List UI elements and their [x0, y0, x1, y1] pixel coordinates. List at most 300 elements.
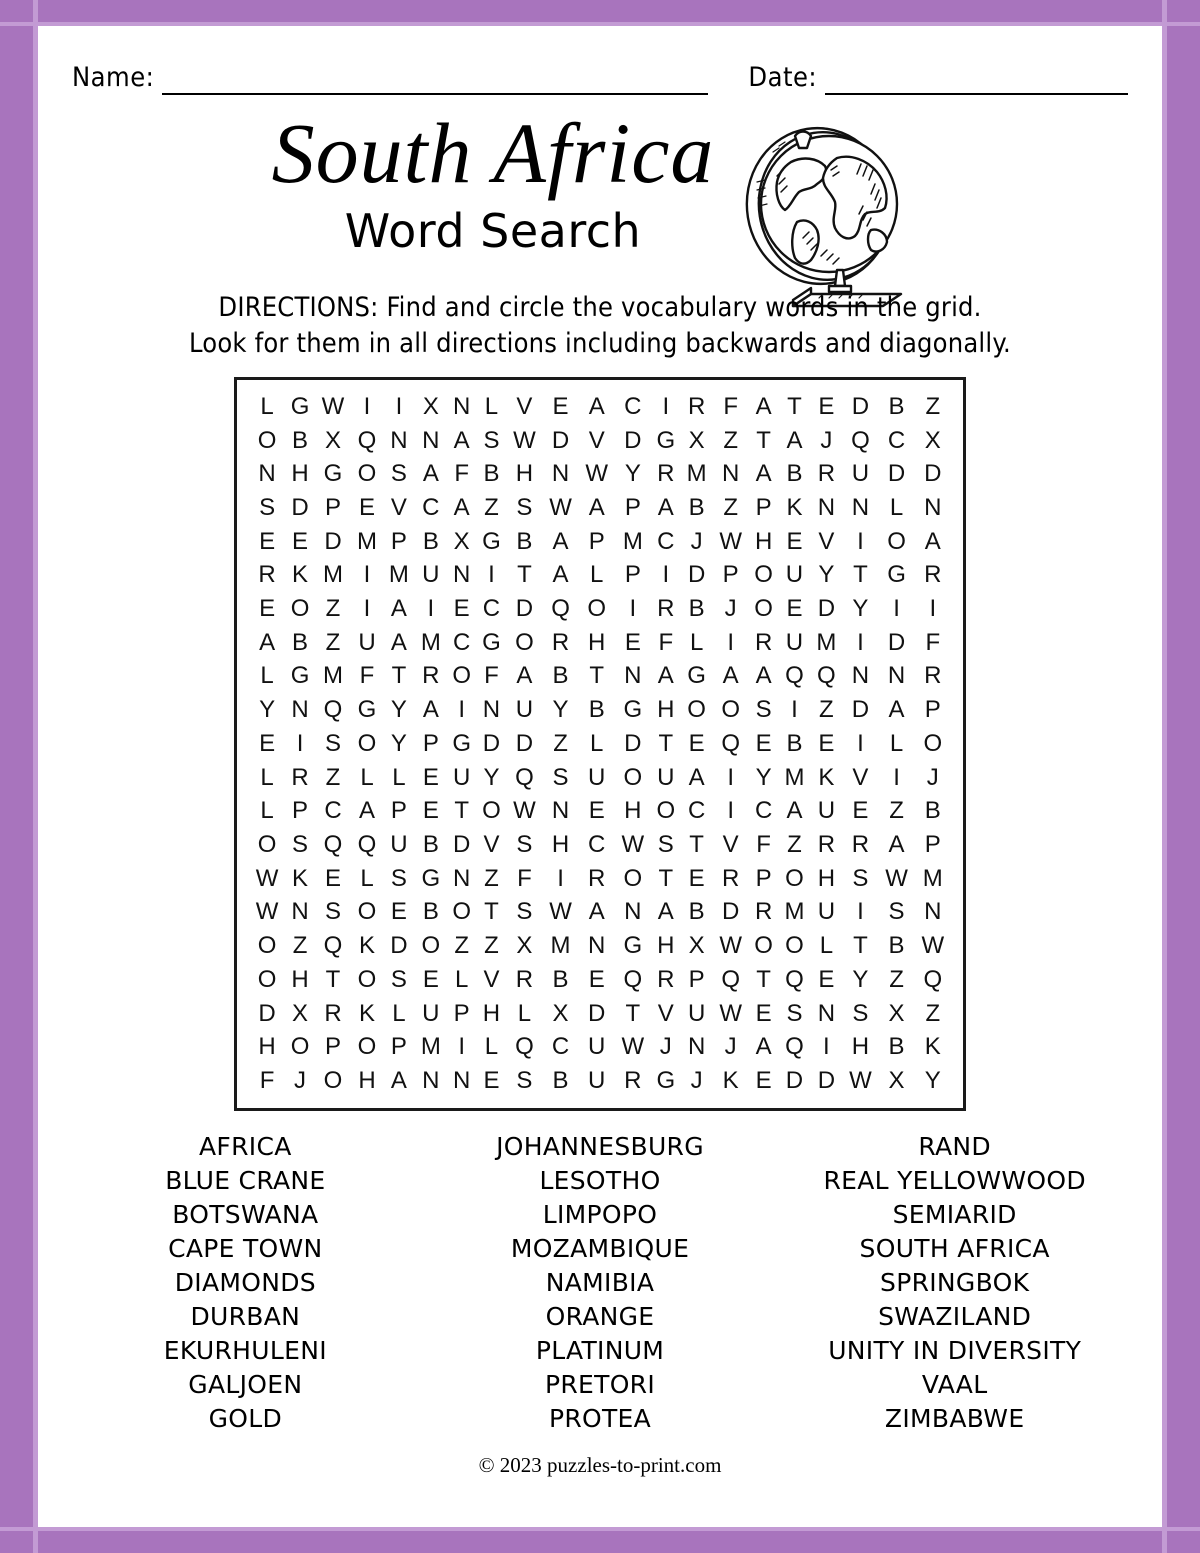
grid-cell[interactable]: I: [629, 595, 637, 623]
grid-cell[interactable]: O: [357, 460, 377, 488]
grid-cell[interactable]: V: [390, 493, 407, 521]
grid-cell[interactable]: A: [453, 493, 470, 521]
grid-cell[interactable]: F: [658, 628, 674, 656]
grid-cell[interactable]: L: [590, 729, 604, 757]
grid-cell[interactable]: L: [484, 392, 499, 420]
grid-cell[interactable]: W: [321, 392, 345, 420]
word-list-item[interactable]: AFRICA: [199, 1132, 292, 1161]
grid-cell[interactable]: R: [924, 561, 942, 589]
grid-cell[interactable]: S: [516, 1067, 533, 1095]
grid-cell[interactable]: Z: [819, 696, 834, 724]
grid-cell[interactable]: S: [888, 898, 905, 926]
grid-cell[interactable]: G: [656, 1067, 676, 1095]
grid-cell[interactable]: F: [454, 460, 469, 488]
grid-cell[interactable]: I: [395, 392, 403, 420]
grid-cell[interactable]: I: [662, 392, 670, 420]
grid-cell[interactable]: Z: [292, 932, 308, 960]
grid-cell[interactable]: A: [888, 830, 905, 858]
grid-cell[interactable]: Y: [624, 460, 641, 488]
word-list-item[interactable]: SOUTH AFRICA: [859, 1234, 1050, 1263]
grid-cell[interactable]: X: [888, 999, 905, 1027]
grid-cell[interactable]: A: [688, 763, 705, 791]
grid-cell[interactable]: Z: [889, 797, 904, 825]
grid-cell[interactable]: M: [357, 527, 378, 555]
grid-cell[interactable]: S: [324, 729, 341, 757]
grid-cell[interactable]: I: [662, 561, 670, 589]
grid-cell[interactable]: F: [517, 864, 532, 892]
grid-cell[interactable]: K: [292, 561, 309, 589]
grid-cell[interactable]: P: [755, 493, 772, 521]
grid-cell[interactable]: Y: [755, 763, 772, 791]
grid-cell[interactable]: L: [260, 763, 274, 791]
grid-cell[interactable]: S: [390, 965, 407, 993]
grid-cell[interactable]: I: [727, 797, 734, 825]
word-list-item[interactable]: DIAMONDS: [174, 1268, 316, 1297]
word-list-item[interactable]: ZIMBABWE: [884, 1404, 1025, 1433]
word-list-item[interactable]: JOHANNESBURG: [496, 1132, 704, 1161]
grid-cell[interactable]: H: [851, 1033, 870, 1061]
grid-cell[interactable]: I: [363, 392, 371, 420]
grid-cell[interactable]: W: [621, 830, 645, 858]
grid-cell[interactable]: P: [624, 493, 641, 521]
grid-cell[interactable]: L: [484, 1033, 499, 1061]
grid-cell[interactable]: U: [588, 763, 606, 791]
grid-cell[interactable]: A: [453, 426, 470, 454]
grid-cell[interactable]: X: [422, 392, 439, 420]
grid-cell[interactable]: A: [755, 662, 772, 690]
grid-cell[interactable]: O: [357, 965, 377, 993]
grid-cell[interactable]: A: [755, 460, 772, 488]
grid-cell[interactable]: Z: [484, 493, 499, 521]
grid-cell[interactable]: N: [624, 662, 642, 690]
grid-cell[interactable]: B: [688, 898, 705, 926]
grid-cell[interactable]: V: [516, 392, 533, 420]
grid-cell[interactable]: L: [819, 932, 834, 960]
grid-cell[interactable]: O: [515, 628, 534, 656]
grid-cell[interactable]: M: [322, 662, 343, 690]
word-list-item[interactable]: GOLD: [208, 1404, 283, 1433]
grid-cell[interactable]: E: [818, 392, 835, 420]
grid-cell[interactable]: S: [516, 898, 533, 926]
grid-cell[interactable]: K: [359, 999, 376, 1027]
grid-cell[interactable]: X: [688, 932, 705, 960]
grid-cell[interactable]: A: [422, 460, 439, 488]
grid-cell[interactable]: H: [482, 999, 501, 1027]
grid-cell[interactable]: R: [721, 864, 740, 892]
grid-cell[interactable]: I: [929, 595, 937, 623]
grid-cell[interactable]: E: [818, 729, 835, 757]
word-list-item[interactable]: PRETORI: [544, 1370, 656, 1399]
grid-cell[interactable]: Y: [818, 561, 835, 589]
grid-cell[interactable]: S: [516, 830, 533, 858]
grid-cell[interactable]: G: [482, 628, 501, 656]
grid-cell[interactable]: B: [516, 527, 533, 555]
grid-cell[interactable]: R: [657, 965, 675, 993]
grid-cell[interactable]: Z: [723, 493, 738, 521]
grid-cell[interactable]: B: [552, 1067, 569, 1095]
grid-cell[interactable]: P: [390, 1033, 407, 1061]
grid-cell[interactable]: M: [322, 561, 343, 589]
grid-cell[interactable]: A: [552, 561, 569, 589]
grid-cell[interactable]: D: [624, 729, 642, 757]
grid-cell[interactable]: A: [722, 662, 739, 690]
word-list-item[interactable]: LESOTHO: [539, 1166, 661, 1195]
grid-cell[interactable]: Q: [785, 662, 804, 690]
grid-cell[interactable]: T: [787, 392, 802, 420]
grid-cell[interactable]: A: [359, 797, 376, 825]
grid-cell[interactable]: Q: [323, 696, 343, 724]
grid-cell[interactable]: O: [357, 1033, 377, 1061]
grid-cell[interactable]: A: [390, 595, 407, 623]
grid-cell[interactable]: G: [687, 662, 706, 690]
grid-cell[interactable]: S: [852, 999, 869, 1027]
grid-cell[interactable]: O: [923, 729, 943, 757]
grid-cell[interactable]: H: [258, 1033, 276, 1061]
grid-cell[interactable]: O: [257, 965, 277, 993]
grid-cell[interactable]: E: [422, 797, 439, 825]
grid-cell[interactable]: U: [515, 696, 534, 724]
grid-cell[interactable]: Q: [785, 965, 804, 993]
grid-cell[interactable]: Y: [390, 696, 407, 724]
grid-cell[interactable]: D: [551, 426, 570, 454]
grid-cell[interactable]: W: [513, 797, 536, 825]
grid-cell[interactable]: I: [857, 628, 864, 656]
grid-cell[interactable]: C: [624, 392, 642, 420]
grid-cell[interactable]: Q: [323, 830, 343, 858]
grid-cell[interactable]: B: [888, 932, 905, 960]
grid-cell[interactable]: O: [357, 898, 377, 926]
grid-cell[interactable]: R: [754, 628, 773, 656]
word-list-item[interactable]: BLUE CRANE: [165, 1166, 326, 1195]
grid-cell[interactable]: A: [657, 493, 674, 521]
grid-cell[interactable]: E: [422, 965, 439, 993]
grid-cell[interactable]: H: [657, 932, 675, 960]
grid-cell[interactable]: C: [657, 527, 675, 555]
grid-cell[interactable]: U: [358, 628, 376, 656]
grid-cell[interactable]: G: [323, 460, 343, 488]
grid-cell[interactable]: S: [292, 830, 309, 858]
grid-cell[interactable]: I: [893, 595, 900, 623]
grid-cell[interactable]: C: [687, 797, 706, 825]
grid-cell[interactable]: J: [926, 763, 939, 791]
grid-cell[interactable]: L: [517, 999, 532, 1027]
grid-cell[interactable]: R: [924, 662, 942, 690]
grid-cell[interactable]: P: [722, 561, 739, 589]
grid-cell[interactable]: X: [924, 426, 941, 454]
grid-cell[interactable]: K: [786, 493, 803, 521]
grid-cell[interactable]: X: [324, 426, 341, 454]
grid-cell[interactable]: P: [324, 1033, 341, 1061]
grid-cell[interactable]: S: [786, 999, 803, 1027]
grid-cell[interactable]: P: [924, 830, 941, 858]
grid-cell[interactable]: I: [727, 628, 734, 656]
grid-cell[interactable]: O: [754, 595, 773, 623]
grid-cell[interactable]: I: [427, 595, 435, 623]
grid-cell[interactable]: M: [816, 628, 837, 656]
grid-cell[interactable]: N: [422, 426, 440, 454]
grid-cell[interactable]: T: [517, 561, 532, 589]
grid-cell[interactable]: L: [454, 965, 469, 993]
name-write-in-line[interactable]: [162, 65, 708, 95]
grid-cell[interactable]: E: [786, 595, 803, 623]
grid-cell[interactable]: Z: [889, 965, 904, 993]
grid-cell[interactable]: F: [925, 628, 941, 656]
grid-cell[interactable]: M: [622, 527, 643, 555]
grid-cell[interactable]: A: [888, 696, 905, 724]
grid-cell[interactable]: E: [359, 493, 376, 521]
grid-cell[interactable]: D: [924, 460, 942, 488]
grid-cell[interactable]: H: [551, 830, 570, 858]
grid-cell[interactable]: K: [359, 932, 376, 960]
grid-cell[interactable]: S: [755, 696, 772, 724]
grid-cell[interactable]: O: [452, 662, 471, 690]
grid-cell[interactable]: K: [292, 864, 309, 892]
grid-cell[interactable]: Z: [325, 763, 341, 791]
grid-cell[interactable]: Q: [515, 1033, 534, 1061]
grid-cell[interactable]: C: [422, 493, 440, 521]
grid-cell[interactable]: I: [363, 561, 371, 589]
grid-cell[interactable]: U: [422, 999, 440, 1027]
grid-cell[interactable]: R: [258, 561, 276, 589]
grid-cell[interactable]: O: [482, 797, 501, 825]
grid-cell[interactable]: L: [889, 493, 904, 521]
grid-cell[interactable]: W: [621, 1033, 645, 1061]
grid-cell[interactable]: R: [851, 830, 870, 858]
word-list-item[interactable]: MOZAMBIQUE: [510, 1234, 690, 1263]
grid-cell[interactable]: B: [786, 460, 803, 488]
grid-cell[interactable]: L: [260, 797, 274, 825]
grid-cell[interactable]: E: [390, 898, 407, 926]
grid-cell[interactable]: V: [722, 830, 739, 858]
grid-cell[interactable]: A: [390, 628, 407, 656]
grid-cell[interactable]: X: [453, 527, 470, 555]
grid-cell[interactable]: T: [853, 561, 868, 589]
grid-cell[interactable]: N: [453, 392, 471, 420]
grid-cell[interactable]: T: [658, 729, 674, 757]
grid-cell[interactable]: P: [292, 797, 309, 825]
grid-cell[interactable]: V: [818, 527, 835, 555]
grid-cell[interactable]: C: [887, 426, 906, 454]
grid-cell[interactable]: E: [259, 595, 276, 623]
grid-cell[interactable]: N: [588, 932, 606, 960]
grid-cell[interactable]: R: [817, 830, 836, 858]
grid-cell[interactable]: B: [422, 830, 439, 858]
grid-cell[interactable]: P: [390, 527, 407, 555]
grid-cell[interactable]: N: [851, 493, 870, 521]
grid-cell[interactable]: W: [255, 898, 279, 926]
grid-cell[interactable]: T: [589, 662, 605, 690]
grid-cell[interactable]: A: [588, 898, 605, 926]
grid-cell[interactable]: B: [888, 1033, 905, 1061]
word-list-item[interactable]: SWAZILAND: [878, 1302, 1032, 1331]
word-list-item[interactable]: BOTSWANA: [172, 1200, 319, 1229]
grid-cell[interactable]: L: [260, 662, 274, 690]
grid-cell[interactable]: O: [656, 797, 676, 825]
grid-cell[interactable]: F: [756, 830, 771, 858]
grid-cell[interactable]: K: [818, 763, 835, 791]
word-list-item[interactable]: CAPE TOWN: [168, 1234, 323, 1263]
grid-cell[interactable]: D: [887, 460, 906, 488]
grid-cell[interactable]: M: [784, 763, 805, 791]
grid-cell[interactable]: Q: [923, 965, 943, 993]
grid-cell[interactable]: I: [893, 763, 900, 791]
grid-cell[interactable]: O: [323, 1067, 343, 1095]
grid-cell[interactable]: Z: [484, 932, 499, 960]
grid-cell[interactable]: A: [755, 1033, 772, 1061]
grid-cell[interactable]: O: [754, 561, 773, 589]
grid-cell[interactable]: M: [922, 864, 943, 892]
grid-cell[interactable]: B: [688, 595, 705, 623]
grid-cell[interactable]: Z: [454, 932, 469, 960]
grid-cell[interactable]: F: [359, 662, 375, 690]
grid-cell[interactable]: R: [687, 392, 706, 420]
grid-cell[interactable]: C: [482, 595, 501, 623]
grid-cell[interactable]: H: [754, 527, 773, 555]
grid-cell[interactable]: N: [453, 561, 471, 589]
grid-cell[interactable]: D: [324, 527, 342, 555]
grid-cell[interactable]: S: [852, 864, 869, 892]
grid-cell[interactable]: D: [390, 932, 408, 960]
word-list-item[interactable]: VAAL: [921, 1370, 988, 1399]
grid-cell[interactable]: N: [721, 460, 740, 488]
grid-cell[interactable]: U: [588, 1033, 606, 1061]
grid-cell[interactable]: Z: [325, 595, 341, 623]
grid-cell[interactable]: H: [291, 965, 309, 993]
grid-cell[interactable]: I: [791, 696, 798, 724]
grid-cell[interactable]: Z: [925, 999, 941, 1027]
grid-cell[interactable]: B: [924, 797, 941, 825]
grid-cell[interactable]: E: [259, 527, 276, 555]
grid-cell[interactable]: E: [755, 729, 772, 757]
grid-cell[interactable]: L: [360, 864, 374, 892]
grid-cell[interactable]: E: [483, 1067, 500, 1095]
grid-cell[interactable]: N: [687, 1033, 706, 1061]
grid-cell[interactable]: N: [482, 696, 501, 724]
grid-cell[interactable]: Y: [552, 696, 569, 724]
grid-cell[interactable]: E: [588, 965, 605, 993]
grid-cell[interactable]: A: [657, 662, 674, 690]
grid-cell[interactable]: W: [921, 932, 945, 960]
grid-cell[interactable]: O: [785, 932, 804, 960]
word-list-item[interactable]: DURBAN: [190, 1302, 301, 1331]
grid-cell[interactable]: E: [786, 527, 803, 555]
grid-cell[interactable]: W: [719, 527, 742, 555]
grid-cell[interactable]: Z: [723, 426, 738, 454]
grid-cell[interactable]: T: [756, 965, 771, 993]
grid-cell[interactable]: D: [817, 1067, 836, 1095]
grid-cell[interactable]: Y: [852, 595, 869, 623]
grid-cell[interactable]: B: [588, 696, 605, 724]
grid-cell[interactable]: E: [453, 595, 470, 623]
grid-cell[interactable]: U: [453, 763, 471, 791]
grid-cell[interactable]: C: [551, 1033, 570, 1061]
grid-cell[interactable]: D: [851, 392, 870, 420]
grid-cell[interactable]: I: [857, 898, 864, 926]
grid-cell[interactable]: J: [690, 1067, 703, 1095]
grid-cell[interactable]: O: [785, 864, 804, 892]
grid-cell[interactable]: M: [550, 932, 571, 960]
grid-cell[interactable]: Q: [817, 662, 836, 690]
grid-cell[interactable]: V: [852, 763, 869, 791]
grid-cell[interactable]: L: [889, 729, 904, 757]
grid-cell[interactable]: U: [422, 561, 440, 589]
word-list-item[interactable]: SEMIARID: [892, 1200, 1017, 1229]
grid-cell[interactable]: Z: [925, 392, 941, 420]
grid-cell[interactable]: H: [291, 460, 309, 488]
grid-cell[interactable]: E: [324, 864, 341, 892]
grid-cell[interactable]: B: [292, 628, 309, 656]
grid-cell[interactable]: T: [689, 830, 704, 858]
grid-cell[interactable]: N: [291, 696, 309, 724]
grid-cell[interactable]: E: [588, 797, 605, 825]
grid-cell[interactable]: N: [453, 1067, 471, 1095]
grid-cell[interactable]: J: [724, 1033, 737, 1061]
word-list-item[interactable]: REAL YELLOWWOOD: [823, 1166, 1086, 1195]
grid-cell[interactable]: B: [483, 460, 500, 488]
grid-cell[interactable]: C: [453, 628, 471, 656]
grid-cell[interactable]: G: [357, 696, 377, 724]
grid-cell[interactable]: Z: [553, 729, 568, 757]
grid-cell[interactable]: D: [258, 999, 276, 1027]
grid-cell[interactable]: F: [723, 392, 738, 420]
grid-cell[interactable]: B: [688, 493, 705, 521]
grid-cell[interactable]: C: [588, 830, 606, 858]
grid-cell[interactable]: F: [259, 1067, 275, 1095]
grid-cell[interactable]: R: [324, 999, 342, 1027]
grid-cell[interactable]: V: [483, 965, 500, 993]
grid-cell[interactable]: Q: [785, 1033, 804, 1061]
grid-cell[interactable]: W: [719, 999, 742, 1027]
grid-cell[interactable]: O: [452, 898, 471, 926]
grid-cell[interactable]: L: [689, 628, 704, 656]
grid-cell[interactable]: G: [452, 729, 471, 757]
grid-cell[interactable]: N: [390, 426, 408, 454]
grid-cell[interactable]: Q: [851, 426, 870, 454]
grid-cell[interactable]: O: [721, 696, 740, 724]
grid-cell[interactable]: G: [482, 527, 501, 555]
grid-cell[interactable]: D: [453, 830, 471, 858]
grid-cell[interactable]: Y: [259, 696, 276, 724]
grid-cell[interactable]: Y: [852, 965, 869, 993]
grid-cell[interactable]: O: [421, 932, 441, 960]
grid-cell[interactable]: D: [515, 729, 534, 757]
grid-cell[interactable]: Q: [323, 932, 343, 960]
grid-cell[interactable]: M: [784, 898, 805, 926]
grid-cell[interactable]: I: [488, 561, 495, 589]
grid-cell[interactable]: J: [294, 1067, 307, 1095]
grid-cell[interactable]: Q: [623, 965, 643, 993]
grid-cell[interactable]: N: [817, 493, 836, 521]
grid-cell[interactable]: B: [552, 662, 569, 690]
grid-cell[interactable]: L: [260, 392, 274, 420]
grid-cell[interactable]: R: [657, 595, 675, 623]
grid-cell[interactable]: L: [360, 763, 374, 791]
date-write-in-line[interactable]: [825, 65, 1128, 95]
grid-cell[interactable]: Q: [515, 763, 534, 791]
grid-cell[interactable]: O: [754, 932, 773, 960]
grid-cell[interactable]: I: [458, 1033, 465, 1061]
grid-cell[interactable]: I: [296, 729, 304, 757]
grid-cell[interactable]: N: [551, 797, 570, 825]
grid-cell[interactable]: X: [292, 999, 309, 1027]
grid-cell[interactable]: D: [482, 729, 501, 757]
grid-cell[interactable]: X: [516, 932, 533, 960]
grid-cell[interactable]: X: [888, 1067, 905, 1095]
grid-cell[interactable]: S: [483, 426, 500, 454]
grid-cell[interactable]: A: [588, 392, 605, 420]
grid-cell[interactable]: A: [422, 696, 439, 724]
grid-cell[interactable]: G: [623, 932, 643, 960]
